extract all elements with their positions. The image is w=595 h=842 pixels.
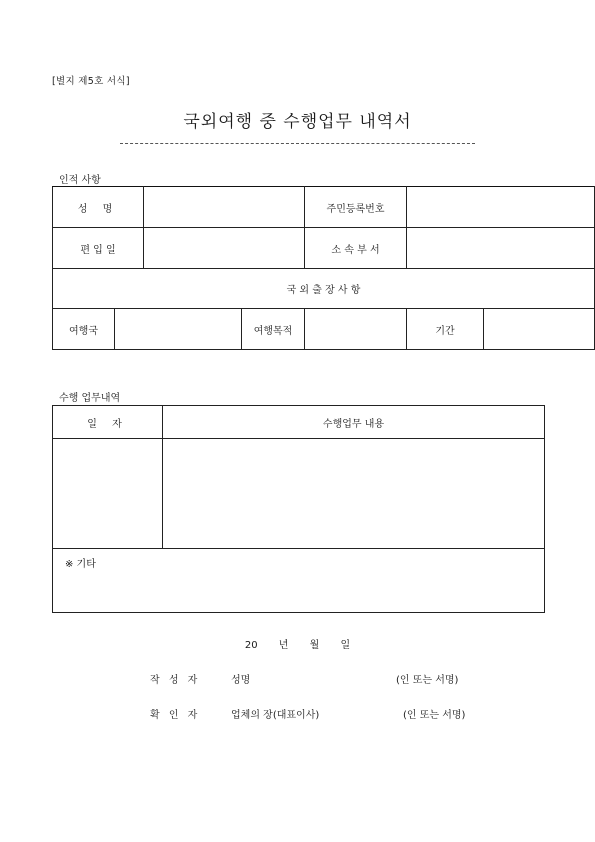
document-title: 국외여행 중 수행업무 내역서: [183, 112, 412, 132]
day-unit: 일: [340, 640, 351, 651]
other-notes-label: ※ 기타: [65, 559, 96, 570]
duty-content-column-header: 수행업무 내용: [163, 406, 545, 439]
year-prefix: 20: [244, 640, 258, 651]
personal-info-table: [52, 186, 595, 350]
date-column-header: 일 자: [53, 406, 163, 439]
duty-details-section-label: 수행 업무내역: [59, 393, 121, 404]
travel-purpose-label: 여행목적: [242, 309, 305, 350]
overseas-travel-header: 국 외 출 장 사 항: [53, 269, 595, 309]
duty-details-table: [52, 405, 545, 613]
travel-country-field[interactable]: [115, 309, 242, 350]
title-divider: [120, 143, 475, 144]
enlistment-date-label: 편 입 일: [53, 228, 144, 269]
confirmer-role-label: 확 인 자: [150, 710, 201, 721]
name-label: 성 명: [53, 187, 144, 228]
form-number-label: [별지 제5호 서식]: [52, 76, 130, 87]
enlistment-date-field[interactable]: [144, 228, 305, 269]
duty-date-field[interactable]: [53, 439, 163, 549]
travel-period-field[interactable]: [484, 309, 595, 350]
company-head-label: 업체의 장(대표이사): [231, 710, 320, 721]
department-label: 소 속 부 서: [305, 228, 407, 269]
author-signature-label: (인 또는 서명): [396, 675, 459, 686]
other-notes-field[interactable]: [53, 549, 545, 613]
resident-number-field[interactable]: [407, 187, 595, 228]
month-unit: 월: [309, 640, 320, 651]
year-unit: 년: [278, 640, 289, 651]
author-role-label: 작 성 자: [150, 675, 201, 686]
travel-purpose-field[interactable]: [305, 309, 407, 350]
resident-number-label: 주민등록번호: [305, 187, 407, 228]
name-field[interactable]: [144, 187, 305, 228]
travel-period-label: 기간: [407, 309, 484, 350]
author-name-label: 성명: [231, 675, 251, 686]
department-field[interactable]: [407, 228, 595, 269]
duty-content-field[interactable]: [163, 439, 545, 549]
confirmer-signature-label: (인 또는 서명): [403, 710, 466, 721]
travel-country-label: 여행국: [53, 309, 115, 350]
personal-info-section-label: 인적 사항: [59, 175, 101, 186]
date-line: [0, 636, 595, 651]
